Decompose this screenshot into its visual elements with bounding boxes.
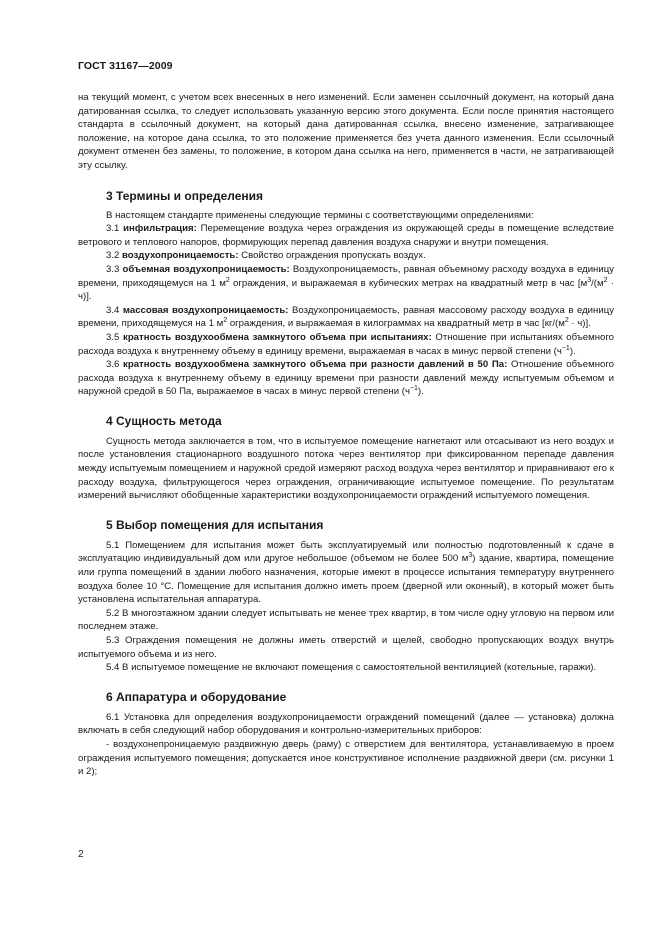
term-3-3 (78, 263, 614, 304)
superscript: 2 (225, 276, 230, 284)
document-header: ГОСТ 31167—2009 (78, 60, 173, 72)
intro-paragraph: на текущий момент, с учетом всех внесенных в него изменений. Если заменен ссылочный документ, на который дана датированная ссылка, то следует использовать указанную версию этого документа. Если после принятия настоящего стандарта в ссылочный документ, на который дана датированная ссылка, внесено изменение, затрагивающее положение, на которое дана ссылка, то это положение применяется без учета данного изменения. Если ссылочный документ отменен без замены, то положение, в котором дана ссылка на него, применяется в части, не затрагивающей эту ссылку. (78, 92, 614, 171)
document-body (78, 91, 614, 779)
term-3-2 (78, 249, 614, 263)
term-definition: Отношение объемного расхода воздуха к внутреннему объему в единицу времени при разности давлений между испытуемым объемом и наружной средой в 50 Па, выражаемое в часах в минус первой степени (ч (78, 359, 614, 398)
clause-text: 5.1 Помещением для испытания может быть эксплуатируемый или полностью подготовленный к сдаче в эксплуатацию индивидуальный дом или другое небольшое (объемом не более 500 м (78, 539, 614, 565)
clause-5-3: 5.3 Ограждения помещения не должны иметь отверстий и щелей, свободно пропускающих воздух внутрь испытуемого объема и из него. (78, 635, 614, 660)
term-definition: Отношение при испытаниях объемного расхода воздуха к внутреннему объему в единицу времени, выражаемая в часах в минус первой степени (ч (78, 331, 614, 357)
section-6-title: 6 Аппаратура и оборудование (106, 689, 287, 704)
page-number: 2 (78, 849, 84, 860)
superscript: 2 (223, 317, 228, 325)
term-number: 3.6 (106, 359, 124, 371)
section-3-title: 3 Термины и определения (106, 188, 264, 203)
superscript: −1 (409, 385, 418, 393)
clause-5-4: 5.4 В испытуемое помещение не включают помещения с самостоятельной вентиляцией (котельные, гаражи). (106, 662, 597, 674)
list-item: - воздухонепроницаемую раздвижную дверь (раму) с отверстием для вентилятора, устанавливаемую в проем ограждения испытуемого помещения; допускается иное конструктивное исполнение раздвижной двери (см. рисунки 1 и 2); (78, 738, 614, 778)
term-name: массовая воздухопроницаемость: (122, 304, 289, 316)
term-definition: /(м (591, 277, 604, 289)
clause-5-1 (78, 539, 614, 607)
superscript: 2 (603, 276, 608, 284)
term-definition: Перемещение воздуха через ограждения из окружающей среды в помещение вследствие ветрового и теплового напоров, формирующих перепад давления воздуха снаружи и внутри помещения. (78, 223, 614, 248)
term-name: кратность воздухообмена замкнутого объема при испытаниях: (123, 331, 432, 343)
superscript: 3 (587, 276, 592, 284)
term-name: кратность воздухообмена замкнутого объема при разности давлений в 50 Па: (123, 359, 508, 371)
term-3-1 (78, 222, 614, 249)
clause-text: ) здание, квартира, помещение или группа помещений в здании любого назначения, которые имеют в процессе испытания температуру внутреннего воздуха более 10 °С. Помещение для испытания должно иметь проем (дверной или оконный), в который может быть установлена испытательная аппаратура. (78, 553, 614, 606)
term-definition: ). (417, 386, 424, 398)
term-definition: ограждения, и выражаемая в килограммах на квадратный метр в час [кг/(м (227, 318, 565, 330)
term-definition: · ч)]. (568, 318, 591, 330)
term-definition: ). (569, 345, 576, 357)
term-definition: Воздухопроницаемость, равная объемному расходу воздуха в единицу времени, приходящемуся на 1 м (78, 263, 615, 289)
superscript: 3 (468, 552, 473, 560)
term-definition: Воздухопроницаемость, равная массовому расходу воздуха в единицу времени, приходящемуся на 1 м (78, 304, 614, 330)
superscript: 2 (564, 317, 569, 325)
term-name: инфильтрация: (123, 223, 197, 235)
term-3-6 (78, 358, 614, 399)
section-3-lead: В настоящем стандарте применены следующие термины с соответствующими определениями: (106, 209, 534, 221)
term-number: 3.5 (106, 331, 124, 343)
term-3-5 (78, 331, 614, 358)
superscript: −1 (561, 344, 570, 352)
term-name: воздухопроницаемость: (122, 250, 239, 262)
term-number: 3.2 (106, 250, 123, 262)
section-4-paragraph: Сущность метода заключается в том, что в испытуемое помещение нагнетают или отсасывают из него воздух и после установления стационарного воздушного потока через вентилятор при фиксированном перепаде давления между испытуемым помещением и наружной средой измеряют расход воздуха через вентилятор и приравнивают его к расходу воздуха, фильтрующегося через ограждения, ограничивающие испытуемое помещение. По результатам измерений вычисляют обобщенные характеристики воздухопроницаемости ограждений испытуемого помещения. (78, 435, 614, 502)
term-definition: ограждения, и выражаемая в кубических метрах на квадратный метр в час [м (229, 277, 588, 289)
term-definition: Свойство ограждения пропускать воздух. (238, 250, 426, 262)
term-name: объемная воздухопроницаемость: (122, 263, 290, 275)
clause-5-2: 5.2 В многоэтажном здании следует испытывать не менее трех квартир, в том числе одну угловую на первом или последнем этаже. (78, 607, 614, 633)
term-number: 3.1 (106, 223, 124, 235)
section-4-title: 4 Сущность метода (106, 413, 222, 428)
term-definition: · ч)]. (78, 277, 614, 303)
section-5-title: 5 Выбор помещения для испытания (106, 517, 324, 532)
clause-6-1: 6.1 Установка для определения воздухопроницаемости ограждений помещений (далее — установка) должна включать в себя следующий набор оборудования и контрольно-измерительных приборов: (78, 711, 614, 737)
term-3-4 (78, 304, 614, 331)
term-number: 3.3 (106, 263, 123, 275)
term-number: 3.4 (106, 304, 123, 316)
